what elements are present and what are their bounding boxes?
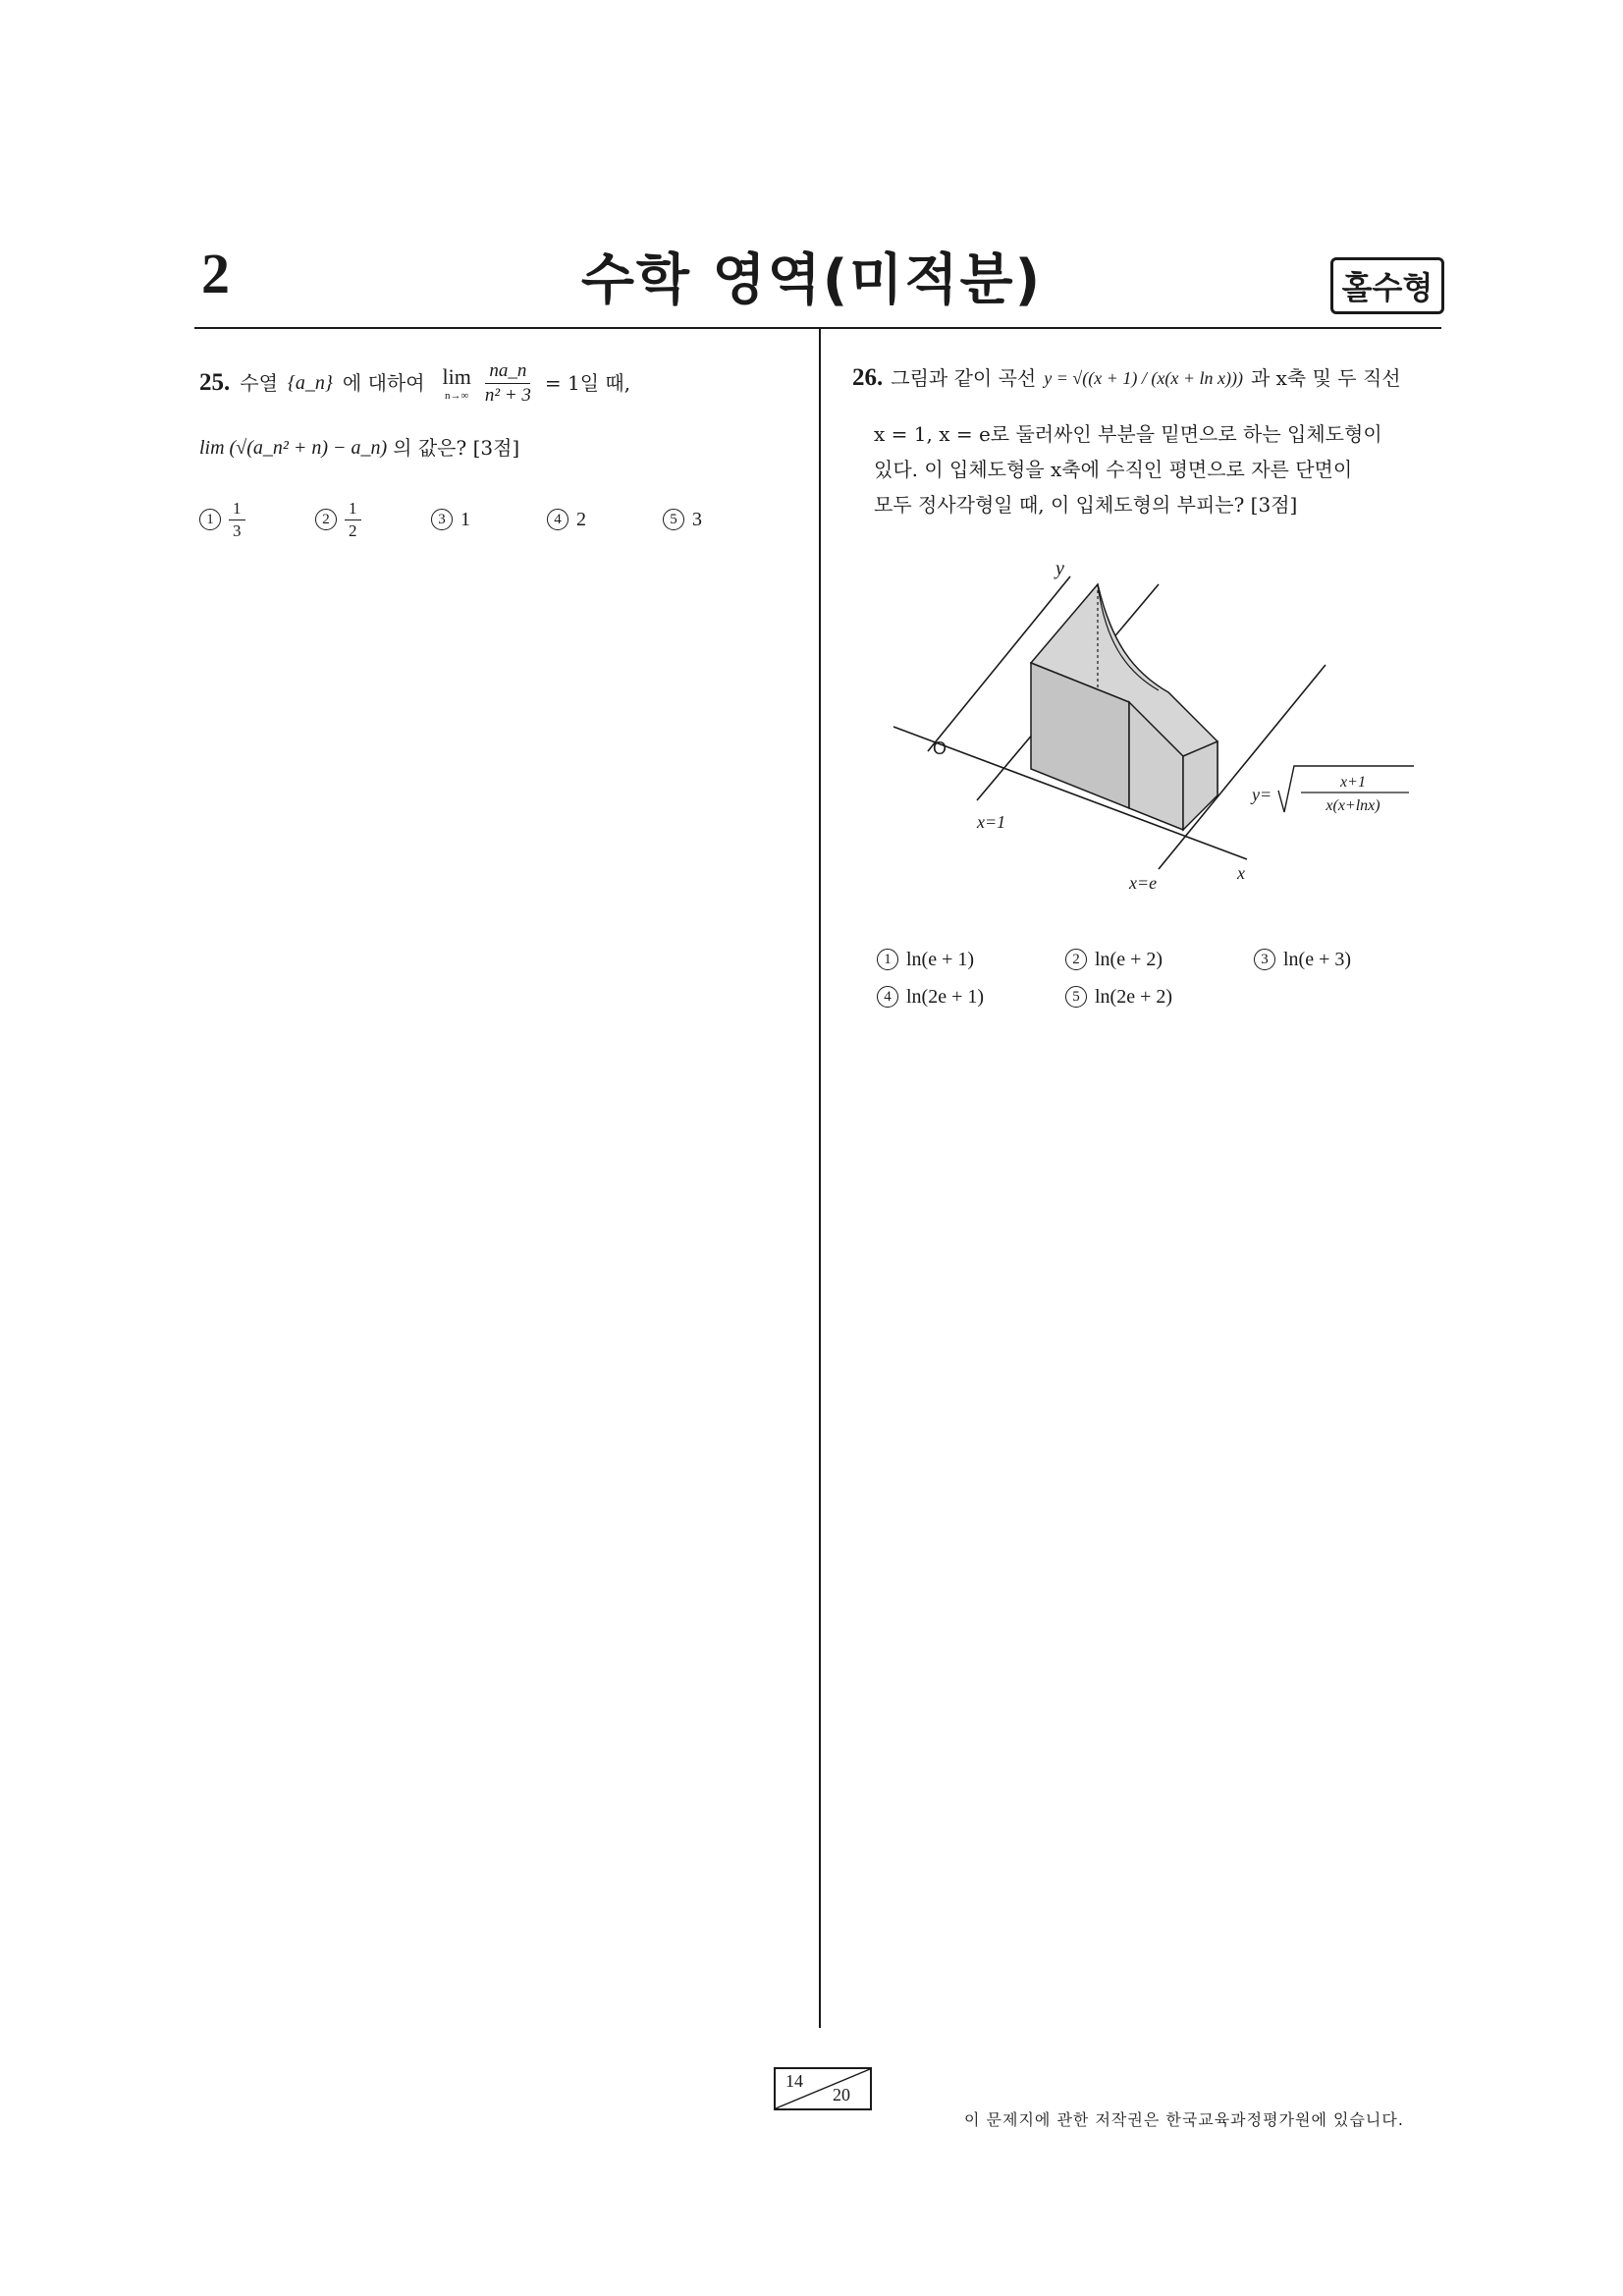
- x-axis-label: x: [1237, 863, 1245, 883]
- y-axis-label: y: [1055, 558, 1064, 579]
- question-text: 모두 정사각형일 때, 이 입체도형의 부피는? [3점]: [874, 493, 1298, 517]
- answer-choices: [199, 495, 798, 544]
- choice-2[interactable]: 2 $\frac{1}{2}$: [315, 499, 431, 541]
- section-title: 수학 영역(미적분): [580, 248, 1043, 312]
- curve-label-lhs: y=: [1252, 785, 1272, 804]
- question-text: 그림과 같이 곡선: [891, 366, 1037, 390]
- choice-3[interactable]: 3 1: [431, 509, 547, 531]
- choice-3[interactable]: 3 ln(e + 3): [1254, 943, 1401, 976]
- page-number: 2: [201, 242, 230, 305]
- current-page: 14: [785, 2071, 803, 2091]
- solid-figure: [884, 555, 1434, 908]
- origin-label: O: [933, 738, 947, 758]
- curve-label-num: x+1: [1340, 774, 1366, 791]
- question-25: [199, 354, 798, 544]
- choice-4[interactable]: 4 ln(2e + 1): [877, 980, 1065, 1013]
- question-text: x = 1, x = e로 둘러싸인 부분을 밑면으로 하는 입체도형이: [874, 422, 1382, 446]
- exam-type-badge: 홀수형: [1330, 257, 1444, 314]
- copyright-notice: 이 문제지에 관한 저작권은 한국교육과정평가원에 있습니다.: [964, 2110, 1404, 2129]
- sequence-notation: {a_n}: [287, 372, 333, 394]
- question-number: 26.: [852, 364, 884, 391]
- question-text: 의 값은? [3점]: [393, 436, 520, 460]
- solid-end-face: [1183, 741, 1217, 830]
- choice-2[interactable]: 2 ln(e + 2): [1065, 943, 1254, 976]
- xe-label: x=e: [1129, 873, 1158, 893]
- question-text: 있다. 이 입체도형을 x축에 수직인 평면으로 자른 단면이: [874, 458, 1353, 481]
- question-number: 25.: [199, 369, 231, 396]
- page-counter: [774, 2067, 872, 2110]
- choice-4[interactable]: 4 2: [547, 509, 663, 531]
- limit-expression: lim (√(a_n² + n) − a_n): [199, 437, 388, 459]
- answer-choices: [877, 943, 1407, 1013]
- choice-5[interactable]: 5 ln(2e + 2): [1065, 980, 1254, 1013]
- choice-1[interactable]: 1 ln(e + 1): [877, 943, 1065, 976]
- choice-5[interactable]: 5 3: [663, 509, 741, 531]
- limit-operator: lim n→∞: [442, 364, 471, 402]
- choice-1[interactable]: 1 $\frac{1}{3}$: [199, 499, 315, 541]
- curve-label-den: x(x+lnx): [1325, 797, 1380, 814]
- question-text: 수열: [240, 371, 278, 395]
- question-text: = 1일 때,: [544, 371, 631, 395]
- limit-fraction: $\frac{na\_n}{\text{n² + 3}}$: [484, 359, 531, 406]
- column-divider: [819, 329, 821, 2028]
- x1-label: x=1: [977, 812, 1006, 832]
- curve-equation: y = √((x + 1) / (x(x + ln x))): [1044, 368, 1243, 388]
- total-pages: 20: [833, 2085, 850, 2105]
- question-text: 에 대하여: [342, 371, 425, 395]
- question-text: 과 x축 및 두 직선: [1250, 366, 1401, 390]
- header-rule: [194, 327, 1441, 329]
- question-26: [852, 354, 1441, 515]
